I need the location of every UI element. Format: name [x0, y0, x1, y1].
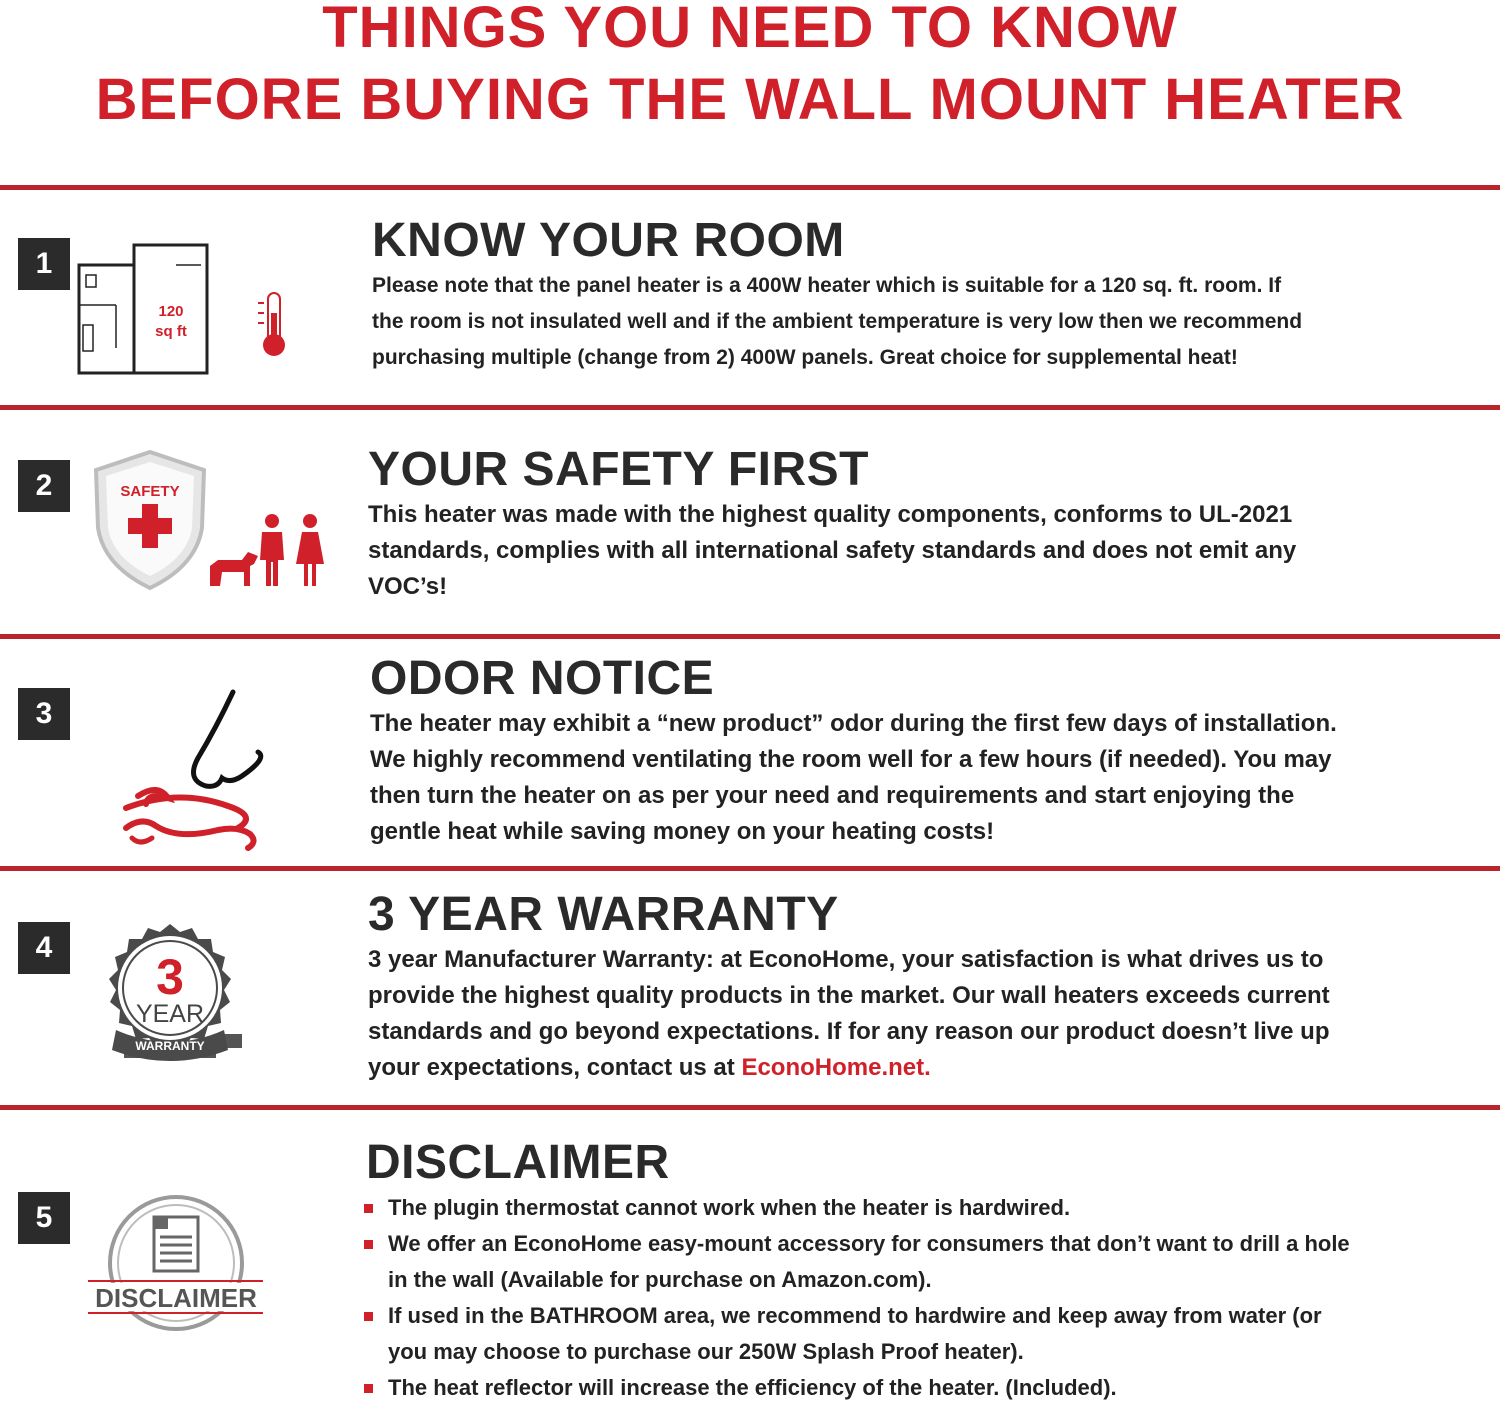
- warranty-year-label: YEAR: [135, 1000, 205, 1028]
- body-line: [368, 1050, 1330, 1086]
- section-body: [370, 706, 1337, 850]
- list-item: The heat reflector will increase the efficiency of the heater. (Included).: [364, 1370, 1350, 1406]
- bullet-icon: [364, 1312, 373, 1321]
- section-body: [368, 942, 1330, 1086]
- list-item: The plugin thermostat cannot work when the heater is hardwired.: [364, 1190, 1350, 1226]
- section-number-badge: 1: [18, 238, 70, 290]
- section-heading: 3 YEAR WARRANTY: [368, 888, 839, 941]
- divider: [0, 634, 1500, 639]
- body-text: your expectations, contact us at: [368, 1054, 742, 1081]
- section-body: [368, 497, 1296, 605]
- econohome-link[interactable]: EconoHome.net.: [741, 1054, 931, 1081]
- body-line: We highly recommend ventilating the room well for a few hours (if needed). You may: [370, 746, 1332, 773]
- disclaimer-document-icon: [88, 1195, 263, 1335]
- section-body: [372, 268, 1302, 376]
- warranty-seal-icon: [94, 922, 246, 1067]
- disclaimer-bullet-list: [364, 1190, 1350, 1406]
- section-number-badge: 4: [18, 922, 70, 974]
- list-item-continuation: in the wall (Available for purchase on Amazon.com).: [388, 1267, 932, 1292]
- body-line: purchasing multiple (change from 2) 400W panels. Great choice for supplemental heat!: [372, 346, 1238, 369]
- list-item: If used in the BATHROOM area, we recommend to hardwire and keep away from water (or: [364, 1298, 1350, 1334]
- room-size-number: 120: [158, 303, 184, 320]
- floor-plan-thermometer-icon: [76, 243, 296, 378]
- body-line: provide the highest quality products in the market. Our wall heaters exceeds current: [368, 982, 1330, 1009]
- list-item-continuation: you may choose to purchase our 250W Splash Proof heater).: [388, 1339, 1024, 1364]
- bullet-icon: [364, 1240, 373, 1249]
- nose-odor-icon: [118, 688, 278, 853]
- thermometer-icon: [258, 293, 285, 356]
- list-item: We offer an EconoHome easy-mount accessory for consumers that don’t want to drill a hole: [364, 1226, 1350, 1262]
- bullet-icon: [364, 1384, 373, 1393]
- body-line: 3 year Manufacturer Warranty: at EconoHome, your satisfaction is what drives us to: [368, 946, 1324, 973]
- section-heading: ODOR NOTICE: [370, 652, 715, 705]
- body-line: The heater may exhibit a “new product” odor during the first few days of installation.: [370, 710, 1337, 737]
- body-line: VOC’s!: [368, 573, 448, 600]
- body-line: standards, complies with all international safety standards and does not emit any: [368, 537, 1297, 564]
- divider: [0, 185, 1500, 190]
- page-title-line-2: BEFORE BUYING THE WALL MOUNT HEATER: [95, 67, 1405, 132]
- disclaimer-icon-label: DISCLAIMER: [95, 1283, 257, 1313]
- body-line: gentle heat while saving money on your heating costs!: [370, 818, 995, 845]
- room-size-unit: sq ft: [155, 323, 187, 340]
- body-line: the room is not insulated well and if the ambient temperature is very low then we recommend: [372, 310, 1303, 333]
- divider: [0, 866, 1500, 871]
- warranty-ribbon-label: WARRANTY: [135, 1039, 205, 1053]
- section-heading: DISCLAIMER: [366, 1136, 670, 1189]
- divider: [0, 1105, 1500, 1110]
- body-line: Please note that the panel heater is a 400W heater which is suitable for a 120 sq. ft. room. If: [372, 274, 1282, 297]
- safety-shield-family-icon: [92, 448, 332, 593]
- bullet-icon: [364, 1204, 373, 1213]
- warranty-years: 3: [156, 949, 184, 1005]
- section-number-badge: 5: [18, 1192, 70, 1244]
- section-heading: KNOW YOUR ROOM: [372, 214, 845, 267]
- section-heading: YOUR SAFETY FIRST: [368, 443, 869, 496]
- section-number-badge: 3: [18, 688, 70, 740]
- page-title-line-1: THINGS YOU NEED TO KNOW: [322, 0, 1178, 60]
- divider: [0, 405, 1500, 410]
- body-line: This heater was made with the highest quality components, conforms to UL-2021: [368, 501, 1293, 528]
- safety-label: SAFETY: [120, 483, 180, 500]
- body-line: standards and go beyond expectations. If for any reason our product doesn’t live up: [368, 1018, 1330, 1045]
- body-line: then turn the heater on as per your need and requirements and start enjoying the: [370, 782, 1295, 809]
- section-number-badge: 2: [18, 460, 70, 512]
